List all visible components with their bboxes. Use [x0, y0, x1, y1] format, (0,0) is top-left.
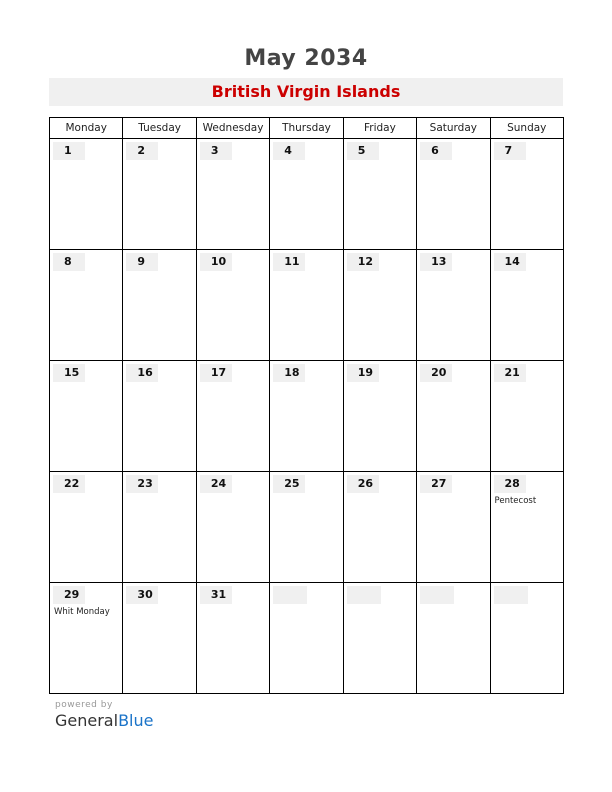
day-cell	[343, 583, 416, 694]
week-row	[50, 583, 564, 694]
day-cell	[270, 583, 343, 694]
day-number: 17	[200, 364, 232, 382]
day-number	[347, 586, 381, 604]
day-cell	[490, 361, 563, 472]
day-cell	[490, 250, 563, 361]
footer-branding	[55, 700, 153, 730]
day-cell	[196, 472, 269, 583]
day-number: 22	[53, 475, 85, 493]
day-number: 26	[347, 475, 379, 493]
day-number: 2	[126, 142, 158, 160]
weekday-header: Thursday	[270, 118, 343, 139]
day-number	[273, 586, 307, 604]
day-number: 28	[494, 475, 526, 493]
weekday-header: Monday	[50, 118, 123, 139]
day-cell	[417, 361, 490, 472]
day-number: 25	[273, 475, 305, 493]
day-cell	[50, 583, 123, 694]
week-row	[50, 139, 564, 250]
day-number: 5	[347, 142, 379, 160]
day-number: 1	[53, 142, 85, 160]
day-number: 10	[200, 253, 232, 271]
day-cell	[196, 361, 269, 472]
day-number: 12	[347, 253, 379, 271]
day-cell	[343, 361, 416, 472]
day-cell	[50, 139, 123, 250]
day-cell	[270, 361, 343, 472]
day-cell	[123, 250, 196, 361]
day-number	[494, 586, 528, 604]
weekday-header: Sunday	[490, 118, 563, 139]
day-number: 6	[420, 142, 452, 160]
day-number: 16	[126, 364, 158, 382]
day-number: 15	[53, 364, 85, 382]
weekday-header-row	[50, 118, 564, 139]
day-number: 30	[126, 586, 158, 604]
day-cell	[490, 583, 563, 694]
day-number: 9	[126, 253, 158, 271]
day-number: 4	[273, 142, 305, 160]
brand-blue: Blue	[118, 711, 154, 730]
day-number: 21	[494, 364, 526, 382]
country-name: British Virgin Islands	[211, 82, 401, 101]
day-number: 31	[200, 586, 232, 604]
day-cell	[417, 583, 490, 694]
day-number: 8	[53, 253, 85, 271]
day-cell	[343, 472, 416, 583]
day-number: 11	[273, 253, 305, 271]
week-row	[50, 250, 564, 361]
brand-general: General	[55, 711, 119, 730]
day-number: 18	[273, 364, 305, 382]
day-cell	[270, 472, 343, 583]
day-number: 24	[200, 475, 232, 493]
holiday-label: Pentecost	[494, 496, 537, 506]
day-cell	[490, 139, 563, 250]
powered-by-text: powered by	[55, 700, 113, 710]
country-banner	[49, 78, 563, 106]
day-cell	[50, 472, 123, 583]
day-cell	[123, 361, 196, 472]
day-number: 19	[347, 364, 379, 382]
day-cell	[123, 583, 196, 694]
day-number: 27	[420, 475, 452, 493]
weekday-header: Saturday	[417, 118, 490, 139]
day-number: 7	[494, 142, 526, 160]
day-number: 29	[53, 586, 85, 604]
day-number: 20	[420, 364, 452, 382]
day-cell	[343, 139, 416, 250]
week-row	[50, 361, 564, 472]
day-cell	[490, 472, 563, 583]
day-cell	[417, 472, 490, 583]
day-cell	[123, 139, 196, 250]
day-number	[420, 586, 454, 604]
day-cell	[417, 139, 490, 250]
page-title: May 2034	[244, 46, 368, 71]
day-cell	[50, 250, 123, 361]
weekday-header: Tuesday	[123, 118, 196, 139]
day-cell	[50, 361, 123, 472]
day-cell	[270, 139, 343, 250]
weekday-header: Wednesday	[196, 118, 269, 139]
day-cell	[196, 583, 269, 694]
calendar-grid	[49, 117, 564, 694]
day-cell	[417, 250, 490, 361]
weekday-header: Friday	[343, 118, 416, 139]
brand-logo-text	[55, 711, 153, 730]
day-number: 3	[200, 142, 232, 160]
day-number: 23	[126, 475, 158, 493]
week-row	[50, 472, 564, 583]
day-number: 14	[494, 253, 526, 271]
day-cell	[343, 250, 416, 361]
day-cell	[123, 472, 196, 583]
day-cell	[196, 250, 269, 361]
holiday-label: Whit Monday	[54, 607, 110, 617]
day-cell	[196, 139, 269, 250]
day-number: 13	[420, 253, 452, 271]
day-cell	[270, 250, 343, 361]
